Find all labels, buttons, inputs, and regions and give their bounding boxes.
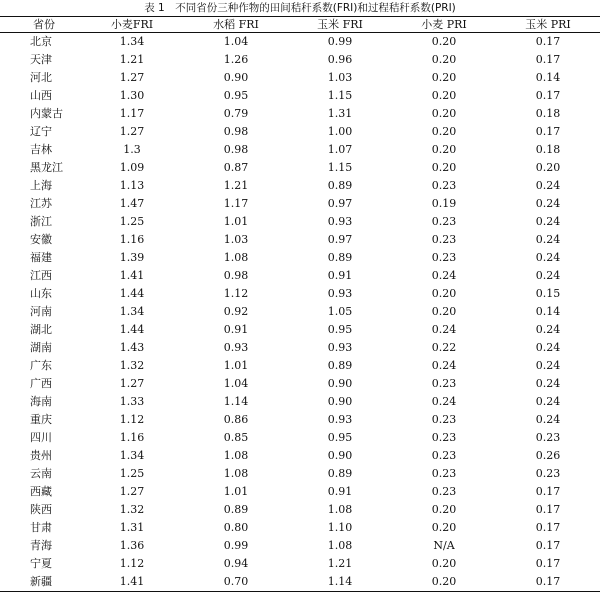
cell-rice-fri: 1.17 [223, 197, 249, 210]
cell-wheat-pri: 0.20 [431, 53, 457, 66]
header-wheat-fri: 小麦FRI [110, 18, 154, 31]
cell-province: 新疆 [30, 575, 52, 588]
cell-rice-fri: 1.01 [223, 485, 249, 498]
table-body [0, 33, 600, 592]
cell-wheat-pri: 0.23 [431, 449, 457, 462]
cell-wheat-fri: 1.33 [119, 395, 145, 408]
cell-corn-pri: 0.24 [535, 269, 561, 282]
table-row [0, 303, 600, 321]
cell-wheat-pri: 0.23 [431, 233, 457, 246]
table-row [0, 177, 600, 195]
table-row [0, 231, 600, 249]
cell-wheat-fri: 1.36 [119, 539, 145, 552]
table-row [0, 411, 600, 429]
cell-province: 广西 [30, 377, 52, 390]
cell-corn-fri: 1.15 [327, 89, 353, 102]
cell-rice-fri: 0.80 [223, 521, 249, 534]
cell-wheat-pri: 0.20 [431, 305, 457, 318]
cell-corn-pri: 0.26 [535, 449, 561, 462]
cell-corn-pri: 0.17 [535, 521, 561, 534]
cell-province: 西藏 [30, 485, 52, 498]
cell-corn-pri: 0.24 [535, 323, 561, 336]
cell-corn-fri: 0.89 [327, 467, 353, 480]
table-header [0, 17, 600, 33]
cell-corn-pri: 0.17 [535, 125, 561, 138]
cell-corn-fri: 0.90 [327, 377, 353, 390]
cell-wheat-pri: 0.23 [431, 431, 457, 444]
cell-province: 四川 [30, 431, 52, 444]
cell-wheat-fri: 1.41 [119, 575, 145, 588]
cell-rice-fri: 0.70 [223, 575, 249, 588]
cell-province: 辽宁 [30, 125, 52, 138]
table-row [0, 267, 600, 285]
cell-rice-fri: 1.01 [223, 215, 249, 228]
cell-corn-pri: 0.24 [535, 395, 561, 408]
cell-corn-pri: 0.17 [535, 575, 561, 588]
cell-province: 浙江 [30, 215, 52, 228]
cell-province: 安徽 [30, 233, 52, 246]
cell-rice-fri: 1.08 [223, 449, 249, 462]
cell-corn-fri: 1.15 [327, 161, 353, 174]
cell-rice-fri: 1.04 [223, 35, 249, 48]
straw-coefficient-table [0, 16, 600, 592]
cell-wheat-fri: 1.17 [119, 107, 145, 120]
cell-province: 云南 [30, 467, 52, 480]
cell-province: 山西 [30, 89, 52, 102]
cell-corn-fri: 0.93 [327, 413, 353, 426]
cell-rice-fri: 0.98 [223, 143, 249, 156]
cell-corn-pri: 0.24 [535, 251, 561, 264]
table-row [0, 519, 600, 537]
table-row [0, 249, 600, 267]
cell-wheat-fri: 1.13 [119, 179, 145, 192]
cell-corn-pri: 0.17 [535, 89, 561, 102]
cell-corn-pri: 0.24 [535, 341, 561, 354]
table-row [0, 69, 600, 87]
cell-corn-fri: 0.89 [327, 179, 353, 192]
cell-province: 天津 [30, 53, 52, 66]
header-rice-fri: 水稻 FRI [213, 18, 259, 31]
cell-province: 山东 [30, 287, 52, 300]
cell-corn-pri: 0.17 [535, 557, 561, 570]
cell-corn-pri: 0.18 [535, 143, 561, 156]
table-row [0, 483, 600, 501]
table-row [0, 159, 600, 177]
cell-corn-fri: 1.31 [327, 107, 353, 120]
cell-corn-fri: 0.91 [327, 485, 353, 498]
cell-corn-fri: 1.08 [327, 503, 353, 516]
cell-province: 湖北 [30, 323, 52, 336]
cell-wheat-fri: 1.3 [123, 143, 141, 156]
cell-wheat-fri: 1.32 [119, 503, 145, 516]
cell-corn-pri: 0.23 [535, 431, 561, 444]
cell-rice-fri: 1.01 [223, 359, 249, 372]
cell-wheat-fri: 1.41 [119, 269, 145, 282]
cell-wheat-pri: 0.20 [431, 125, 457, 138]
table-row [0, 285, 600, 303]
cell-corn-fri: 1.08 [327, 539, 353, 552]
cell-rice-fri: 1.04 [223, 377, 249, 390]
cell-province: 内蒙古 [30, 107, 63, 120]
cell-province: 黑龙江 [30, 161, 63, 174]
cell-wheat-pri: 0.24 [431, 395, 457, 408]
table-row [0, 537, 600, 555]
cell-corn-pri: 0.15 [535, 287, 561, 300]
cell-rice-fri: 1.08 [223, 251, 249, 264]
table-row [0, 447, 600, 465]
cell-wheat-pri: 0.22 [431, 341, 457, 354]
cell-wheat-pri: 0.20 [431, 107, 457, 120]
cell-wheat-fri: 1.25 [119, 215, 145, 228]
cell-corn-pri: 0.17 [535, 485, 561, 498]
cell-wheat-fri: 1.25 [119, 467, 145, 480]
cell-province: 江西 [30, 269, 52, 282]
cell-rice-fri: 0.95 [223, 89, 249, 102]
cell-rice-fri: 0.92 [223, 305, 249, 318]
cell-wheat-fri: 1.21 [119, 53, 145, 66]
table-row [0, 465, 600, 483]
table-row [0, 51, 600, 69]
cell-wheat-fri: 1.27 [119, 377, 145, 390]
cell-corn-fri: 1.10 [327, 521, 353, 534]
cell-rice-fri: 0.79 [223, 107, 249, 120]
cell-province: 海南 [30, 395, 52, 408]
cell-wheat-fri: 1.27 [119, 485, 145, 498]
cell-province: 重庆 [30, 413, 52, 426]
cell-rice-fri: 0.89 [223, 503, 249, 516]
cell-wheat-pri: N/A [433, 539, 455, 552]
cell-corn-pri: 0.17 [535, 53, 561, 66]
table-caption: 表 1 不同省份三种作物的田间秸秆系数(FRI)和过程秸秆系数(PRI) [144, 2, 456, 14]
cell-wheat-pri: 0.19 [431, 197, 457, 210]
cell-wheat-pri: 0.20 [431, 575, 457, 588]
cell-corn-fri: 0.96 [327, 53, 353, 66]
cell-corn-pri: 0.24 [535, 377, 561, 390]
cell-province: 贵州 [30, 449, 52, 462]
cell-rice-fri: 0.93 [223, 341, 249, 354]
cell-wheat-fri: 1.16 [119, 431, 145, 444]
cell-province: 青海 [30, 539, 52, 552]
cell-corn-fri: 0.95 [327, 431, 353, 444]
table-row [0, 141, 600, 159]
cell-province: 甘肃 [30, 521, 52, 534]
header-wheat-pri: 小麦 PRI [421, 18, 467, 31]
cell-corn-pri: 0.17 [535, 539, 561, 552]
cell-wheat-pri: 0.20 [431, 161, 457, 174]
cell-wheat-fri: 1.44 [119, 287, 145, 300]
cell-corn-fri: 0.97 [327, 233, 353, 246]
cell-wheat-fri: 1.31 [119, 521, 145, 534]
cell-corn-pri: 0.14 [535, 305, 561, 318]
cell-corn-fri: 1.21 [327, 557, 353, 570]
cell-wheat-fri: 1.32 [119, 359, 145, 372]
table-row [0, 375, 600, 393]
cell-wheat-pri: 0.20 [431, 287, 457, 300]
cell-wheat-fri: 1.12 [119, 557, 145, 570]
cell-province: 福建 [30, 251, 52, 264]
cell-wheat-pri: 0.24 [431, 323, 457, 336]
header-corn-pri: 玉米 PRI [525, 18, 571, 31]
cell-wheat-fri: 1.12 [119, 413, 145, 426]
cell-wheat-fri: 1.44 [119, 323, 145, 336]
cell-corn-pri: 0.24 [535, 197, 561, 210]
cell-wheat-pri: 0.23 [431, 413, 457, 426]
table-row [0, 195, 600, 213]
cell-rice-fri: 0.99 [223, 539, 249, 552]
table-row [0, 573, 600, 592]
cell-rice-fri: 0.98 [223, 269, 249, 282]
cell-rice-fri: 0.87 [223, 161, 249, 174]
table-row [0, 393, 600, 411]
header-province: 省份 [33, 18, 55, 31]
cell-corn-pri: 0.18 [535, 107, 561, 120]
table-row [0, 105, 600, 123]
cell-wheat-pri: 0.23 [431, 377, 457, 390]
cell-province: 湖南 [30, 341, 52, 354]
cell-wheat-pri: 0.20 [431, 71, 457, 84]
cell-province: 北京 [30, 35, 52, 48]
cell-wheat-fri: 1.09 [119, 161, 145, 174]
cell-wheat-pri: 0.20 [431, 89, 457, 102]
cell-province: 河南 [30, 305, 52, 318]
cell-province: 上海 [30, 179, 52, 192]
cell-corn-pri: 0.17 [535, 503, 561, 516]
cell-corn-pri: 0.24 [535, 233, 561, 246]
table-row [0, 357, 600, 375]
cell-wheat-pri: 0.23 [431, 485, 457, 498]
cell-province: 江苏 [30, 197, 52, 210]
cell-wheat-fri: 1.34 [119, 305, 145, 318]
cell-corn-pri: 0.14 [535, 71, 561, 84]
cell-wheat-pri: 0.23 [431, 251, 457, 264]
table-row [0, 501, 600, 519]
cell-wheat-pri: 0.24 [431, 269, 457, 282]
table-row [0, 123, 600, 141]
table-row [0, 555, 600, 573]
cell-wheat-pri: 0.20 [431, 503, 457, 516]
cell-corn-fri: 1.03 [327, 71, 353, 84]
cell-rice-fri: 0.94 [223, 557, 249, 570]
table-row [0, 321, 600, 339]
cell-rice-fri: 1.03 [223, 233, 249, 246]
cell-wheat-pri: 0.23 [431, 215, 457, 228]
cell-corn-pri: 0.24 [535, 215, 561, 228]
cell-wheat-pri: 0.23 [431, 467, 457, 480]
cell-corn-fri: 1.14 [327, 575, 353, 588]
cell-rice-fri: 1.08 [223, 467, 249, 480]
cell-rice-fri: 1.14 [223, 395, 249, 408]
cell-corn-fri: 0.93 [327, 215, 353, 228]
cell-rice-fri: 0.85 [223, 431, 249, 444]
cell-province: 宁夏 [30, 557, 52, 570]
cell-wheat-pri: 0.20 [431, 521, 457, 534]
cell-wheat-pri: 0.24 [431, 359, 457, 372]
cell-province: 河北 [30, 71, 52, 84]
cell-rice-fri: 1.12 [223, 287, 249, 300]
cell-corn-fri: 0.99 [327, 35, 353, 48]
header-corn-fri: 玉米 FRI [317, 18, 363, 31]
cell-wheat-fri: 1.39 [119, 251, 145, 264]
cell-corn-fri: 1.07 [327, 143, 353, 156]
cell-corn-pri: 0.24 [535, 359, 561, 372]
cell-corn-fri: 1.05 [327, 305, 353, 318]
cell-province: 广东 [30, 359, 52, 372]
cell-corn-fri: 0.89 [327, 251, 353, 264]
table-row [0, 33, 600, 52]
cell-rice-fri: 0.86 [223, 413, 249, 426]
cell-wheat-fri: 1.16 [119, 233, 145, 246]
cell-wheat-fri: 1.27 [119, 125, 145, 138]
table-row [0, 429, 600, 447]
cell-corn-fri: 0.95 [327, 323, 353, 336]
cell-wheat-fri: 1.34 [119, 35, 145, 48]
cell-rice-fri: 1.26 [223, 53, 249, 66]
cell-rice-fri: 0.98 [223, 125, 249, 138]
cell-wheat-pri: 0.20 [431, 557, 457, 570]
cell-corn-pri: 0.23 [535, 467, 561, 480]
cell-corn-fri: 0.91 [327, 269, 353, 282]
cell-wheat-fri: 1.43 [119, 341, 145, 354]
cell-corn-fri: 0.90 [327, 395, 353, 408]
cell-rice-fri: 0.91 [223, 323, 249, 336]
table-row [0, 87, 600, 105]
cell-corn-pri: 0.20 [535, 161, 561, 174]
cell-corn-pri: 0.24 [535, 413, 561, 426]
cell-wheat-pri: 0.20 [431, 35, 457, 48]
cell-wheat-pri: 0.20 [431, 143, 457, 156]
cell-corn-fri: 1.00 [327, 125, 353, 138]
cell-corn-pri: 0.17 [535, 35, 561, 48]
cell-corn-fri: 0.97 [327, 197, 353, 210]
cell-wheat-pri: 0.23 [431, 179, 457, 192]
cell-province: 陕西 [30, 503, 52, 516]
cell-corn-fri: 0.93 [327, 287, 353, 300]
table-row [0, 339, 600, 357]
cell-wheat-fri: 1.30 [119, 89, 145, 102]
cell-province: 吉林 [30, 143, 52, 156]
cell-corn-fri: 0.93 [327, 341, 353, 354]
cell-wheat-fri: 1.47 [119, 197, 145, 210]
header-row [0, 17, 600, 33]
cell-corn-pri: 0.24 [535, 179, 561, 192]
cell-rice-fri: 0.90 [223, 71, 249, 84]
cell-corn-fri: 0.89 [327, 359, 353, 372]
cell-wheat-fri: 1.27 [119, 71, 145, 84]
cell-rice-fri: 1.21 [223, 179, 249, 192]
cell-corn-fri: 0.90 [327, 449, 353, 462]
cell-wheat-fri: 1.34 [119, 449, 145, 462]
table-row [0, 213, 600, 231]
